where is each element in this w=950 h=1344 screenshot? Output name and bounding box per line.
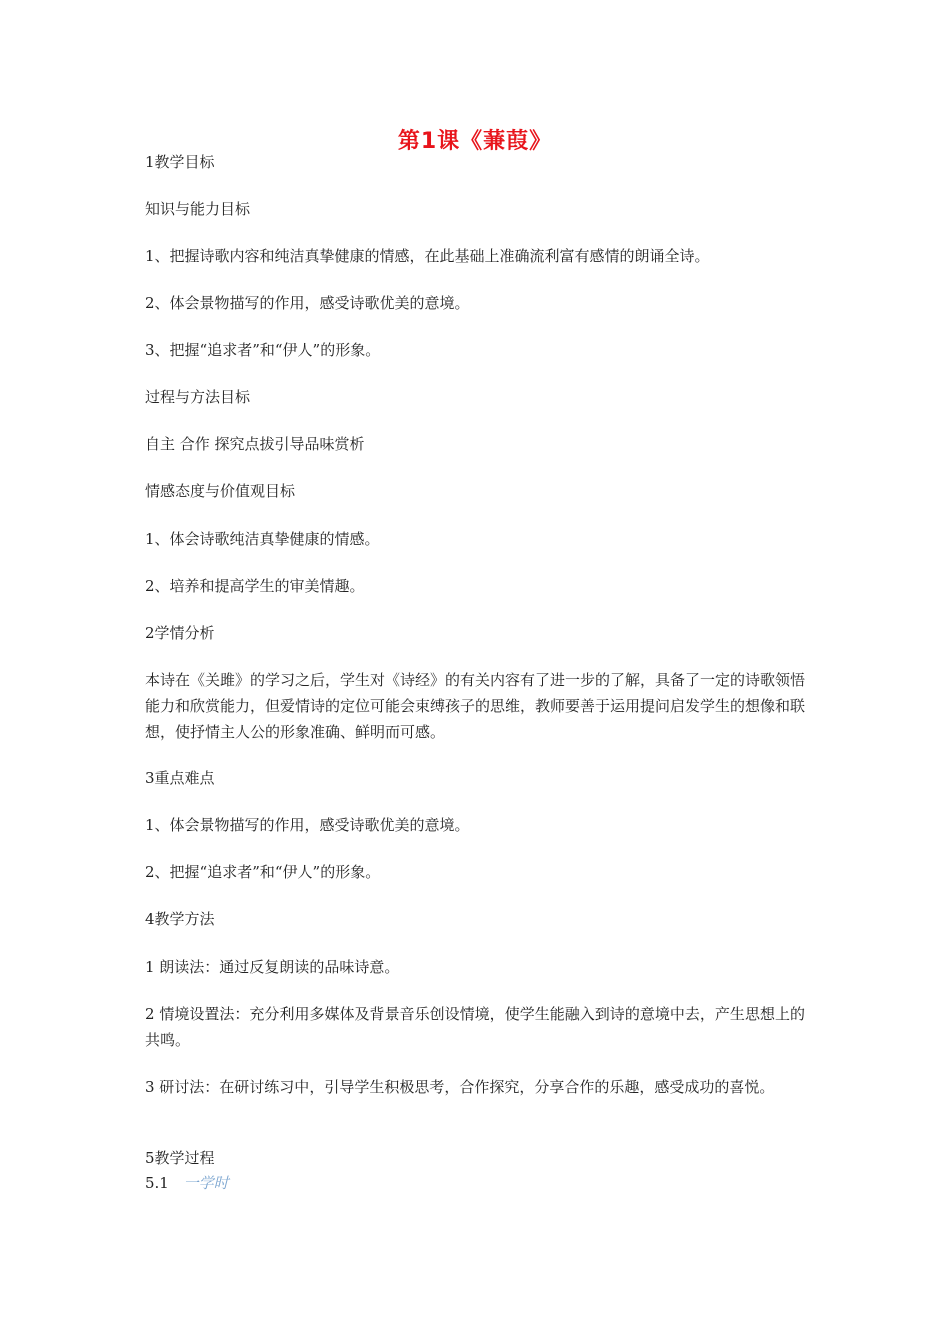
lesson-period-link[interactable]: 一学时	[183, 1174, 229, 1192]
lesson-period-row	[145, 1171, 229, 1195]
key-point-item-1: 1、体会景物描写的作用，感受诗歌优美的意境。	[145, 816, 470, 834]
emotion-item-2: 2、培养和提高学生的审美情趣。	[145, 577, 365, 595]
subheading-knowledge: 知识与能力目标	[145, 200, 251, 218]
method-item-3: 3 研讨法：在研讨练习中，引导学生积极思考，合作探究，分享合作的乐趣，感受成功的喜悦。	[145, 1078, 775, 1096]
section-heading-process: 5教学过程	[145, 1149, 215, 1167]
knowledge-item-3: 3、把握“追求者”和“伊人”的形象。	[145, 341, 381, 359]
method-item-1: 1 朗读法：通过反复朗读的品味诗意。	[145, 958, 400, 976]
section-heading-key-points: 3重点难点	[145, 769, 215, 787]
knowledge-item-1: 1、把握诗歌内容和纯洁真挚健康的情感，在此基础上准确流利富有感情的朗诵全诗。	[145, 247, 710, 265]
page-title: 第1课《蒹葭》	[397, 129, 553, 154]
key-point-item-2: 2、把握“追求者”和“伊人”的形象。	[145, 863, 381, 881]
emotion-item-1: 1、体会诗歌纯洁真挚健康的情感。	[145, 530, 380, 548]
section-heading-analysis: 2学情分析	[145, 624, 215, 642]
section-heading-methods: 4教学方法	[145, 910, 215, 928]
lesson-period-number: 5.1	[145, 1174, 169, 1192]
analysis-paragraph: 本诗在《关雎》的学习之后，学生对《诗经》的有关内容有了进一步的了解，具备了一定的诗歌领悟能力和欣赏能力，但爱情诗的定位可能会束缚孩子的思维，教师要善于运用提问启发学生的想像和联想，使抒情主人公的形象准确、鲜明而可感。	[145, 671, 806, 741]
method-item-2: 2 情境设置法：充分利用多媒体及背景音乐创设情境，使学生能融入到诗的意境中去，产生思想上的共鸣。	[145, 1005, 805, 1049]
knowledge-item-2: 2、体会景物描写的作用，感受诗歌优美的意境。	[145, 294, 470, 312]
subheading-emotion: 情感态度与价值观目标	[145, 482, 296, 500]
process-text: 自主 合作 探究点拔引导品味赏析	[145, 435, 365, 453]
subheading-process: 过程与方法目标	[145, 388, 251, 406]
section-heading-objectives: 1教学目标	[145, 153, 215, 171]
